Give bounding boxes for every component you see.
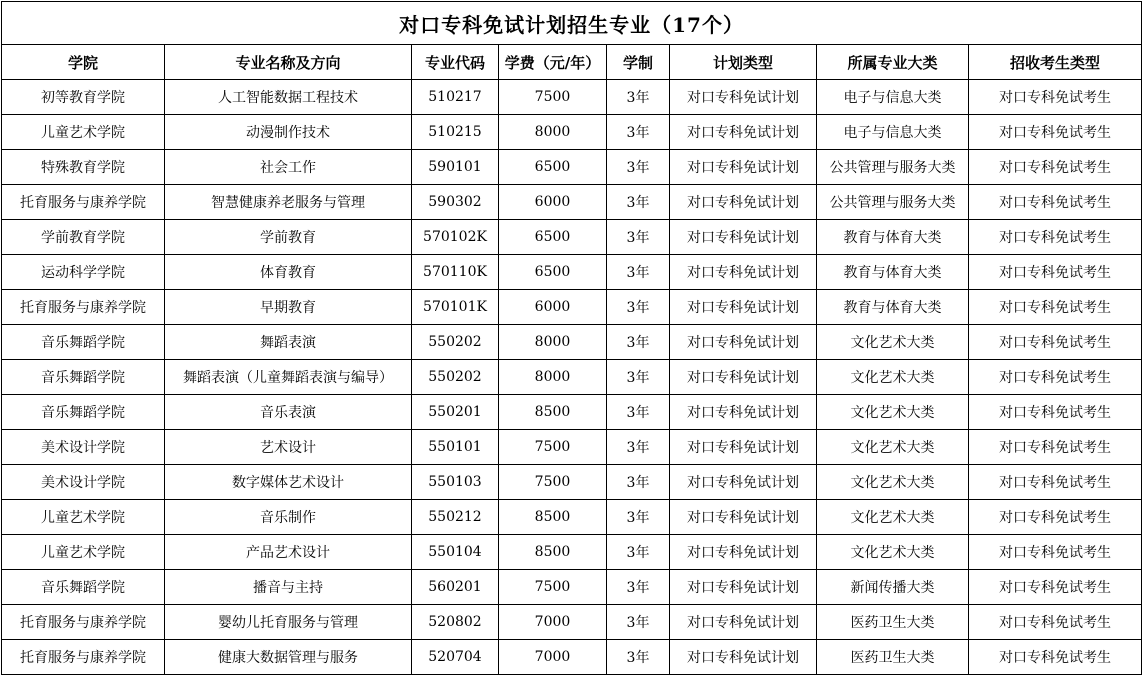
table-row bbox=[2, 80, 1142, 115]
cell-plan-type: 对口专科免试计划 bbox=[670, 605, 817, 640]
cell-duration: 3年 bbox=[607, 290, 670, 325]
cell-major-category: 新闻传播大类 bbox=[817, 570, 969, 605]
cell-major-name: 体育教育 bbox=[165, 255, 412, 290]
cell-major-category: 文化艺术大类 bbox=[817, 465, 969, 500]
title-row bbox=[2, 2, 1142, 45]
cell-duration: 3年 bbox=[607, 430, 670, 465]
cell-applicant-type: 对口专科免试考生 bbox=[969, 535, 1142, 570]
cell-major-name: 人工智能数据工程技术 bbox=[165, 80, 412, 115]
cell-major-category: 文化艺术大类 bbox=[817, 500, 969, 535]
header-duration: 学制 bbox=[607, 45, 670, 80]
cell-major-name: 学前教育 bbox=[165, 220, 412, 255]
cell-duration: 3年 bbox=[607, 465, 670, 500]
cell-major-name: 数字媒体艺术设计 bbox=[165, 465, 412, 500]
cell-tuition: 8500 bbox=[499, 500, 607, 535]
cell-tuition: 8000 bbox=[499, 115, 607, 150]
cell-major-category: 医药卫生大类 bbox=[817, 640, 969, 675]
cell-major-category: 公共管理与服务大类 bbox=[817, 150, 969, 185]
table-row bbox=[2, 605, 1142, 640]
cell-applicant-type: 对口专科免试考生 bbox=[969, 360, 1142, 395]
cell-major-name: 智慧健康养老服务与管理 bbox=[165, 185, 412, 220]
cell-major-category: 公共管理与服务大类 bbox=[817, 185, 969, 220]
table-body bbox=[2, 2, 1142, 675]
cell-major-code: 550104 bbox=[412, 535, 499, 570]
cell-plan-type: 对口专科免试计划 bbox=[670, 150, 817, 185]
cell-applicant-type: 对口专科免试考生 bbox=[969, 220, 1142, 255]
cell-plan-type: 对口专科免试计划 bbox=[670, 80, 817, 115]
cell-major-code: 510215 bbox=[412, 115, 499, 150]
cell-applicant-type: 对口专科免试考生 bbox=[969, 115, 1142, 150]
header-row bbox=[2, 45, 1142, 80]
cell-major-name: 音乐表演 bbox=[165, 395, 412, 430]
cell-plan-type: 对口专科免试计划 bbox=[670, 220, 817, 255]
cell-applicant-type: 对口专科免试考生 bbox=[969, 465, 1142, 500]
cell-major-code: 510217 bbox=[412, 80, 499, 115]
cell-major-code: 590101 bbox=[412, 150, 499, 185]
cell-major-category: 文化艺术大类 bbox=[817, 325, 969, 360]
cell-major-category: 文化艺术大类 bbox=[817, 535, 969, 570]
cell-plan-type: 对口专科免试计划 bbox=[670, 465, 817, 500]
cell-plan-type: 对口专科免试计划 bbox=[670, 395, 817, 430]
cell-college: 音乐舞蹈学院 bbox=[2, 570, 165, 605]
cell-major-code: 570101K bbox=[412, 290, 499, 325]
table-title: 对口专科免试计划招生专业（17个） bbox=[2, 2, 1142, 45]
cell-duration: 3年 bbox=[607, 115, 670, 150]
cell-tuition: 8000 bbox=[499, 325, 607, 360]
cell-major-code: 550202 bbox=[412, 360, 499, 395]
cell-applicant-type: 对口专科免试考生 bbox=[969, 500, 1142, 535]
cell-duration: 3年 bbox=[607, 255, 670, 290]
cell-major-code: 550212 bbox=[412, 500, 499, 535]
cell-college: 音乐舞蹈学院 bbox=[2, 395, 165, 430]
cell-plan-type: 对口专科免试计划 bbox=[670, 255, 817, 290]
cell-duration: 3年 bbox=[607, 640, 670, 675]
cell-tuition: 6500 bbox=[499, 220, 607, 255]
cell-tuition: 7000 bbox=[499, 605, 607, 640]
cell-plan-type: 对口专科免试计划 bbox=[670, 115, 817, 150]
cell-major-category: 教育与体育大类 bbox=[817, 255, 969, 290]
cell-tuition: 6500 bbox=[499, 150, 607, 185]
cell-tuition: 7500 bbox=[499, 570, 607, 605]
cell-plan-type: 对口专科免试计划 bbox=[670, 430, 817, 465]
cell-college: 托育服务与康养学院 bbox=[2, 640, 165, 675]
cell-college: 托育服务与康养学院 bbox=[2, 185, 165, 220]
table-row bbox=[2, 115, 1142, 150]
header-applicant-type: 招收考生类型 bbox=[969, 45, 1142, 80]
cell-duration: 3年 bbox=[607, 535, 670, 570]
cell-college: 托育服务与康养学院 bbox=[2, 290, 165, 325]
header-major-category: 所属专业大类 bbox=[817, 45, 969, 80]
cell-duration: 3年 bbox=[607, 80, 670, 115]
cell-duration: 3年 bbox=[607, 605, 670, 640]
table-row bbox=[2, 150, 1142, 185]
header-major-name: 专业名称及方向 bbox=[165, 45, 412, 80]
cell-major-code: 560201 bbox=[412, 570, 499, 605]
cell-college: 音乐舞蹈学院 bbox=[2, 325, 165, 360]
cell-applicant-type: 对口专科免试考生 bbox=[969, 150, 1142, 185]
cell-college: 音乐舞蹈学院 bbox=[2, 360, 165, 395]
cell-plan-type: 对口专科免试计划 bbox=[670, 290, 817, 325]
header-major-code: 专业代码 bbox=[412, 45, 499, 80]
cell-applicant-type: 对口专科免试考生 bbox=[969, 185, 1142, 220]
cell-plan-type: 对口专科免试计划 bbox=[670, 325, 817, 360]
cell-tuition: 7500 bbox=[499, 430, 607, 465]
table-row bbox=[2, 395, 1142, 430]
cell-tuition: 7500 bbox=[499, 465, 607, 500]
cell-plan-type: 对口专科免试计划 bbox=[670, 360, 817, 395]
cell-major-code: 550201 bbox=[412, 395, 499, 430]
cell-applicant-type: 对口专科免试考生 bbox=[969, 605, 1142, 640]
table-row bbox=[2, 465, 1142, 500]
table-row bbox=[2, 570, 1142, 605]
cell-tuition: 6000 bbox=[499, 290, 607, 325]
cell-college: 美术设计学院 bbox=[2, 465, 165, 500]
header-college: 学院 bbox=[2, 45, 165, 80]
table-row bbox=[2, 290, 1142, 325]
cell-applicant-type: 对口专科免试考生 bbox=[969, 395, 1142, 430]
cell-tuition: 8500 bbox=[499, 535, 607, 570]
cell-major-code: 590302 bbox=[412, 185, 499, 220]
cell-duration: 3年 bbox=[607, 220, 670, 255]
enrollment-table bbox=[1, 1, 1142, 675]
cell-college: 托育服务与康养学院 bbox=[2, 605, 165, 640]
cell-tuition: 8000 bbox=[499, 360, 607, 395]
cell-applicant-type: 对口专科免试考生 bbox=[969, 640, 1142, 675]
cell-college: 特殊教育学院 bbox=[2, 150, 165, 185]
cell-college: 儿童艺术学院 bbox=[2, 500, 165, 535]
table-row bbox=[2, 430, 1142, 465]
cell-tuition: 6500 bbox=[499, 255, 607, 290]
cell-college: 学前教育学院 bbox=[2, 220, 165, 255]
cell-plan-type: 对口专科免试计划 bbox=[670, 535, 817, 570]
cell-tuition: 6000 bbox=[499, 185, 607, 220]
table-row bbox=[2, 535, 1142, 570]
cell-major-name: 产品艺术设计 bbox=[165, 535, 412, 570]
cell-college: 美术设计学院 bbox=[2, 430, 165, 465]
cell-plan-type: 对口专科免试计划 bbox=[670, 500, 817, 535]
cell-major-name: 艺术设计 bbox=[165, 430, 412, 465]
cell-major-category: 教育与体育大类 bbox=[817, 290, 969, 325]
cell-duration: 3年 bbox=[607, 570, 670, 605]
cell-major-category: 教育与体育大类 bbox=[817, 220, 969, 255]
cell-plan-type: 对口专科免试计划 bbox=[670, 640, 817, 675]
cell-major-name: 音乐制作 bbox=[165, 500, 412, 535]
cell-major-category: 电子与信息大类 bbox=[817, 115, 969, 150]
table-row bbox=[2, 500, 1142, 535]
cell-major-code: 550202 bbox=[412, 325, 499, 360]
cell-major-category: 文化艺术大类 bbox=[817, 395, 969, 430]
cell-major-name: 健康大数据管理与服务 bbox=[165, 640, 412, 675]
cell-duration: 3年 bbox=[607, 185, 670, 220]
cell-major-name: 婴幼儿托育服务与管理 bbox=[165, 605, 412, 640]
cell-major-name: 早期教育 bbox=[165, 290, 412, 325]
cell-major-name: 舞蹈表演（儿童舞蹈表演与编导） bbox=[165, 360, 412, 395]
cell-major-code: 550101 bbox=[412, 430, 499, 465]
cell-major-category: 文化艺术大类 bbox=[817, 360, 969, 395]
cell-college: 儿童艺术学院 bbox=[2, 535, 165, 570]
cell-major-category: 文化艺术大类 bbox=[817, 430, 969, 465]
cell-duration: 3年 bbox=[607, 150, 670, 185]
cell-tuition: 7000 bbox=[499, 640, 607, 675]
cell-major-category: 医药卫生大类 bbox=[817, 605, 969, 640]
cell-college: 初等教育学院 bbox=[2, 80, 165, 115]
cell-major-code: 550103 bbox=[412, 465, 499, 500]
table-row bbox=[2, 220, 1142, 255]
cell-applicant-type: 对口专科免试考生 bbox=[969, 290, 1142, 325]
cell-major-code: 570110K bbox=[412, 255, 499, 290]
table-row bbox=[2, 325, 1142, 360]
cell-major-name: 社会工作 bbox=[165, 150, 412, 185]
cell-major-code: 520704 bbox=[412, 640, 499, 675]
header-tuition: 学费（元/年） bbox=[499, 45, 607, 80]
header-plan-type: 计划类型 bbox=[670, 45, 817, 80]
cell-college: 运动科学学院 bbox=[2, 255, 165, 290]
cell-applicant-type: 对口专科免试考生 bbox=[969, 430, 1142, 465]
cell-major-code: 570102K bbox=[412, 220, 499, 255]
cell-major-name: 舞蹈表演 bbox=[165, 325, 412, 360]
table-row bbox=[2, 640, 1142, 675]
cell-major-name: 动漫制作技术 bbox=[165, 115, 412, 150]
cell-major-name: 播音与主持 bbox=[165, 570, 412, 605]
cell-duration: 3年 bbox=[607, 500, 670, 535]
cell-duration: 3年 bbox=[607, 360, 670, 395]
cell-applicant-type: 对口专科免试考生 bbox=[969, 570, 1142, 605]
cell-duration: 3年 bbox=[607, 325, 670, 360]
cell-duration: 3年 bbox=[607, 395, 670, 430]
table-row bbox=[2, 360, 1142, 395]
cell-college: 儿童艺术学院 bbox=[2, 115, 165, 150]
cell-major-code: 520802 bbox=[412, 605, 499, 640]
cell-applicant-type: 对口专科免试考生 bbox=[969, 80, 1142, 115]
cell-plan-type: 对口专科免试计划 bbox=[670, 185, 817, 220]
cell-tuition: 8500 bbox=[499, 395, 607, 430]
table-row bbox=[2, 185, 1142, 220]
cell-applicant-type: 对口专科免试考生 bbox=[969, 255, 1142, 290]
cell-plan-type: 对口专科免试计划 bbox=[670, 570, 817, 605]
cell-tuition: 7500 bbox=[499, 80, 607, 115]
cell-major-category: 电子与信息大类 bbox=[817, 80, 969, 115]
table-row bbox=[2, 255, 1142, 290]
cell-applicant-type: 对口专科免试考生 bbox=[969, 325, 1142, 360]
